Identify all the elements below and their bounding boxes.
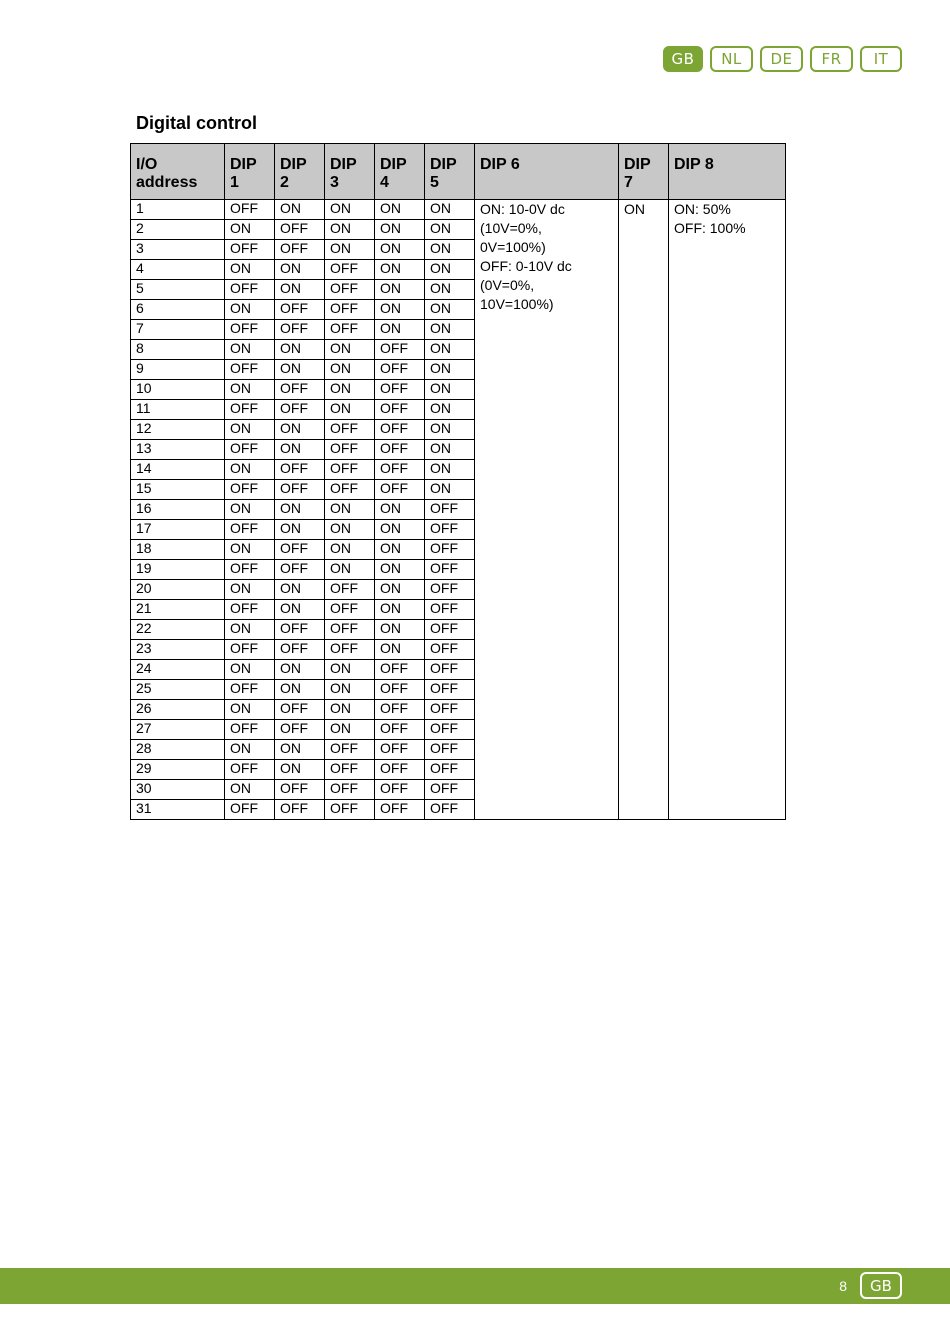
dip-1-cell: ON	[225, 380, 275, 400]
dip-3-cell: ON	[325, 540, 375, 560]
table-row	[131, 200, 786, 220]
dip-3-cell: OFF	[325, 480, 375, 500]
dip-1-cell: OFF	[225, 800, 275, 820]
dip-4-cell: ON	[375, 560, 425, 580]
dip-switch-table	[130, 143, 786, 820]
dip-2-cell: ON	[275, 600, 325, 620]
dip-3-cell: OFF	[325, 580, 375, 600]
dip-1-cell: OFF	[225, 480, 275, 500]
dip-5-cell: OFF	[425, 680, 475, 700]
dip-6-description-line: OFF: 0-10V dc	[480, 258, 572, 274]
dip-1-cell: ON	[225, 420, 275, 440]
dip-1-cell: ON	[225, 500, 275, 520]
column-header: DIP 4	[375, 144, 425, 200]
dip-3-cell: OFF	[325, 440, 375, 460]
io-address-cell: 1	[131, 200, 225, 220]
dip-3-cell: OFF	[325, 460, 375, 480]
dip-5-cell: ON	[425, 240, 475, 260]
io-address-cell: 25	[131, 680, 225, 700]
dip-8-description-line: ON: 50%	[674, 201, 731, 217]
dip-2-cell: OFF	[275, 560, 325, 580]
dip-1-cell: OFF	[225, 200, 275, 220]
dip-5-cell: ON	[425, 460, 475, 480]
column-header: DIP 7	[619, 144, 669, 200]
dip-2-cell: OFF	[275, 700, 325, 720]
tab-lang-gb[interactable]: GB	[663, 46, 703, 72]
dip-2-cell: ON	[275, 660, 325, 680]
dip-3-cell: OFF	[325, 280, 375, 300]
dip-6-description	[475, 200, 619, 820]
io-address-cell: 31	[131, 800, 225, 820]
section-title: Digital control	[136, 113, 257, 133]
dip-2-cell: OFF	[275, 240, 325, 260]
footer-language-badge: GB	[860, 1272, 902, 1299]
dip-4-cell: OFF	[375, 340, 425, 360]
dip-4-cell: ON	[375, 240, 425, 260]
dip-5-cell: OFF	[425, 500, 475, 520]
dip-3-cell: OFF	[325, 420, 375, 440]
tab-lang-nl[interactable]: NL	[710, 46, 753, 72]
io-address-cell: 28	[131, 740, 225, 760]
dip-3-cell: ON	[325, 400, 375, 420]
dip-5-cell: OFF	[425, 800, 475, 820]
dip-4-cell: ON	[375, 620, 425, 640]
io-address-cell: 17	[131, 520, 225, 540]
dip-1-cell: OFF	[225, 600, 275, 620]
column-header: DIP 8	[669, 144, 786, 200]
dip-1-cell: ON	[225, 260, 275, 280]
dip-3-cell: ON	[325, 660, 375, 680]
dip-5-cell: OFF	[425, 580, 475, 600]
dip-3-cell: OFF	[325, 600, 375, 620]
dip-1-cell: ON	[225, 700, 275, 720]
dip-2-cell: OFF	[275, 620, 325, 640]
dip-4-cell: ON	[375, 640, 425, 660]
dip-4-cell: OFF	[375, 440, 425, 460]
dip-1-cell: ON	[225, 220, 275, 240]
dip-1-cell: OFF	[225, 680, 275, 700]
dip-1-cell: OFF	[225, 520, 275, 540]
dip-1-cell: OFF	[225, 320, 275, 340]
dip-3-cell: OFF	[325, 760, 375, 780]
dip-1-cell: ON	[225, 460, 275, 480]
io-address-cell: 21	[131, 600, 225, 620]
dip-5-cell: OFF	[425, 560, 475, 580]
dip-3-cell: ON	[325, 720, 375, 740]
dip-3-cell: ON	[325, 360, 375, 380]
dip-5-cell: ON	[425, 220, 475, 240]
dip-3-cell: ON	[325, 520, 375, 540]
dip-1-cell: ON	[225, 660, 275, 680]
dip-4-cell: OFF	[375, 700, 425, 720]
dip-3-cell: ON	[325, 700, 375, 720]
dip-5-cell: OFF	[425, 760, 475, 780]
io-address-cell: 7	[131, 320, 225, 340]
dip-4-cell: OFF	[375, 400, 425, 420]
footer-bar	[0, 1268, 950, 1304]
io-address-cell: 30	[131, 780, 225, 800]
dip-5-cell: ON	[425, 340, 475, 360]
dip-6-description-line: (0V=0%,	[480, 277, 535, 293]
dip-5-cell: ON	[425, 400, 475, 420]
dip-6-description-line: (10V=0%,	[480, 220, 542, 236]
dip-2-cell: ON	[275, 500, 325, 520]
tab-lang-de[interactable]: DE	[760, 46, 803, 72]
dip-4-cell: OFF	[375, 760, 425, 780]
dip-1-cell: OFF	[225, 280, 275, 300]
dip-1-cell: ON	[225, 580, 275, 600]
io-address-cell: 16	[131, 500, 225, 520]
dip-4-cell: OFF	[375, 460, 425, 480]
dip-2-cell: OFF	[275, 380, 325, 400]
dip-2-cell: OFF	[275, 540, 325, 560]
dip-2-cell: OFF	[275, 400, 325, 420]
io-address-cell: 5	[131, 280, 225, 300]
dip-5-cell: OFF	[425, 700, 475, 720]
io-address-cell: 20	[131, 580, 225, 600]
dip-5-cell: ON	[425, 380, 475, 400]
dip-4-cell: OFF	[375, 480, 425, 500]
column-header: DIP 6	[475, 144, 619, 200]
io-address-cell: 4	[131, 260, 225, 280]
dip-2-cell: OFF	[275, 460, 325, 480]
dip-3-cell: OFF	[325, 780, 375, 800]
dip-5-cell: ON	[425, 200, 475, 220]
dip-4-cell: OFF	[375, 660, 425, 680]
dip-3-cell: OFF	[325, 800, 375, 820]
dip-4-cell: ON	[375, 320, 425, 340]
dip-5-cell: OFF	[425, 660, 475, 680]
dip-2-cell: OFF	[275, 800, 325, 820]
dip-4-cell: ON	[375, 300, 425, 320]
dip-4-cell: OFF	[375, 800, 425, 820]
dip-3-cell: ON	[325, 200, 375, 220]
dip-5-cell: OFF	[425, 540, 475, 560]
dip-4-cell: OFF	[375, 720, 425, 740]
dip-2-cell: ON	[275, 200, 325, 220]
dip-2-cell: OFF	[275, 640, 325, 660]
column-header: DIP 5	[425, 144, 475, 200]
dip-2-cell: ON	[275, 280, 325, 300]
dip-5-cell: OFF	[425, 740, 475, 760]
column-header: I/O address	[131, 144, 225, 200]
dip-5-cell: OFF	[425, 640, 475, 660]
io-address-cell: 2	[131, 220, 225, 240]
dip-3-cell: OFF	[325, 640, 375, 660]
dip-4-cell: ON	[375, 260, 425, 280]
dip-2-cell: ON	[275, 340, 325, 360]
dip-8-description	[669, 200, 786, 820]
io-address-cell: 11	[131, 400, 225, 420]
dip-6-description-line: 10V=100%)	[480, 296, 554, 312]
dip-4-cell: ON	[375, 580, 425, 600]
dip-2-cell: OFF	[275, 320, 325, 340]
io-address-cell: 10	[131, 380, 225, 400]
dip-5-cell: ON	[425, 420, 475, 440]
dip-2-cell: ON	[275, 520, 325, 540]
dip-1-cell: OFF	[225, 560, 275, 580]
dip-1-cell: ON	[225, 540, 275, 560]
dip-3-cell: OFF	[325, 320, 375, 340]
dip-2-cell: ON	[275, 760, 325, 780]
dip-4-cell: ON	[375, 600, 425, 620]
dip-5-cell: ON	[425, 480, 475, 500]
dip-1-cell: OFF	[225, 720, 275, 740]
dip-1-cell: ON	[225, 620, 275, 640]
dip-2-cell: OFF	[275, 720, 325, 740]
dip-3-cell: ON	[325, 220, 375, 240]
dip-4-cell: ON	[375, 220, 425, 240]
io-address-cell: 3	[131, 240, 225, 260]
io-address-cell: 12	[131, 420, 225, 440]
io-address-cell: 29	[131, 760, 225, 780]
dip-2-cell: OFF	[275, 780, 325, 800]
dip-4-cell: ON	[375, 200, 425, 220]
dip-4-cell: ON	[375, 280, 425, 300]
dip-3-cell: OFF	[325, 300, 375, 320]
dip-2-cell: ON	[275, 740, 325, 760]
dip-3-cell: ON	[325, 500, 375, 520]
dip-3-cell: OFF	[325, 620, 375, 640]
dip-4-cell: OFF	[375, 740, 425, 760]
io-address-cell: 6	[131, 300, 225, 320]
io-address-cell: 18	[131, 540, 225, 560]
dip-2-cell: ON	[275, 680, 325, 700]
dip-5-cell: OFF	[425, 520, 475, 540]
dip-4-cell: OFF	[375, 420, 425, 440]
dip-6-description-line: ON: 10-0V dc	[480, 201, 565, 217]
dip-1-cell: ON	[225, 780, 275, 800]
dip-2-cell: ON	[275, 360, 325, 380]
table-header-row	[131, 144, 786, 200]
tab-lang-fr[interactable]: FR	[810, 46, 853, 72]
io-address-cell: 14	[131, 460, 225, 480]
dip-4-cell: OFF	[375, 380, 425, 400]
dip-3-cell: ON	[325, 560, 375, 580]
dip-4-cell: OFF	[375, 360, 425, 380]
dip-2-cell: OFF	[275, 480, 325, 500]
dip-3-cell: ON	[325, 680, 375, 700]
dip-5-cell: OFF	[425, 780, 475, 800]
dip-7-description-line: ON	[624, 201, 645, 217]
io-address-cell: 24	[131, 660, 225, 680]
dip-2-cell: ON	[275, 260, 325, 280]
dip-1-cell: OFF	[225, 360, 275, 380]
io-address-cell: 22	[131, 620, 225, 640]
io-address-cell: 27	[131, 720, 225, 740]
io-address-cell: 15	[131, 480, 225, 500]
tab-lang-it[interactable]: IT	[860, 46, 902, 72]
dip-4-cell: ON	[375, 500, 425, 520]
dip-5-cell: ON	[425, 440, 475, 460]
dip-1-cell: OFF	[225, 760, 275, 780]
dip-3-cell: ON	[325, 340, 375, 360]
page-number: 8	[839, 1278, 847, 1294]
dip-5-cell: ON	[425, 260, 475, 280]
dip-3-cell: ON	[325, 240, 375, 260]
dip-4-cell: ON	[375, 540, 425, 560]
dip-2-cell: OFF	[275, 300, 325, 320]
dip-6-description-line: 0V=100%)	[480, 239, 546, 255]
io-address-cell: 19	[131, 560, 225, 580]
io-address-cell: 13	[131, 440, 225, 460]
dip-5-cell: ON	[425, 280, 475, 300]
dip-2-cell: ON	[275, 580, 325, 600]
dip-1-cell: OFF	[225, 240, 275, 260]
dip-3-cell: ON	[325, 380, 375, 400]
io-address-cell: 9	[131, 360, 225, 380]
column-header: DIP 1	[225, 144, 275, 200]
dip-4-cell: OFF	[375, 780, 425, 800]
dip-1-cell: ON	[225, 300, 275, 320]
column-header: DIP 2	[275, 144, 325, 200]
dip-2-cell: ON	[275, 420, 325, 440]
dip-1-cell: ON	[225, 740, 275, 760]
dip-4-cell: ON	[375, 520, 425, 540]
io-address-cell: 8	[131, 340, 225, 360]
dip-2-cell: OFF	[275, 220, 325, 240]
dip-5-cell: ON	[425, 320, 475, 340]
dip-5-cell: OFF	[425, 620, 475, 640]
dip-1-cell: OFF	[225, 440, 275, 460]
dip-1-cell: OFF	[225, 400, 275, 420]
dip-8-description-line: OFF: 100%	[674, 220, 746, 236]
column-header: DIP 3	[325, 144, 375, 200]
dip-1-cell: OFF	[225, 640, 275, 660]
dip-5-cell: OFF	[425, 600, 475, 620]
dip-1-cell: ON	[225, 340, 275, 360]
dip-7-description	[619, 200, 669, 820]
dip-3-cell: OFF	[325, 260, 375, 280]
dip-5-cell: OFF	[425, 720, 475, 740]
dip-5-cell: ON	[425, 300, 475, 320]
dip-3-cell: OFF	[325, 740, 375, 760]
dip-4-cell: OFF	[375, 680, 425, 700]
dip-2-cell: ON	[275, 440, 325, 460]
io-address-cell: 26	[131, 700, 225, 720]
dip-5-cell: ON	[425, 360, 475, 380]
io-address-cell: 23	[131, 640, 225, 660]
language-tabs	[663, 46, 902, 72]
